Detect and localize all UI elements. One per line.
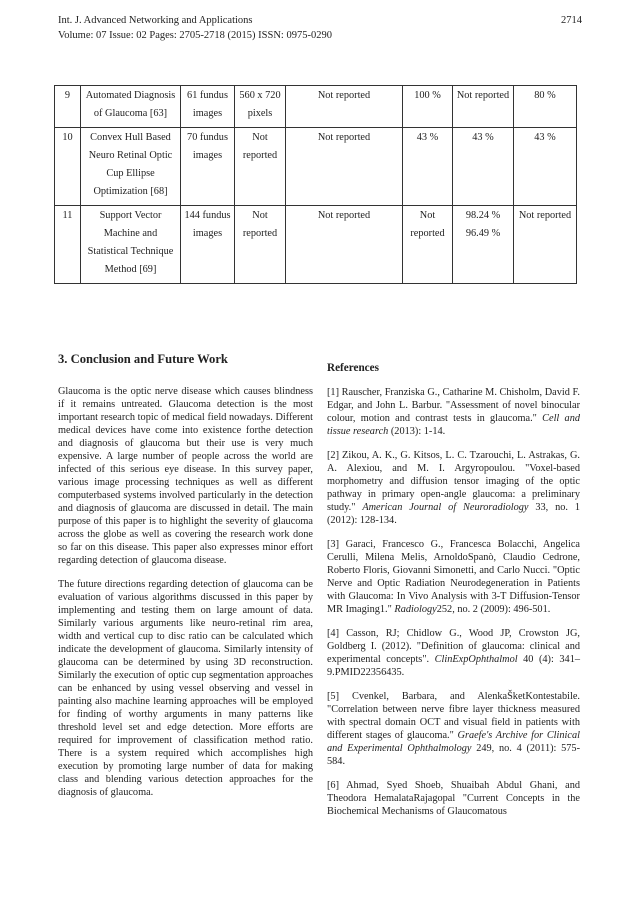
reference-tail: (2013): 1-14. (388, 426, 446, 437)
table-cell: Automated Diagnosis of Glaucoma [63] (81, 86, 181, 128)
reference-item (327, 627, 580, 679)
table-cell: 43 % (403, 128, 453, 206)
table-cell: 98.24 % 96.49 % (453, 206, 514, 284)
table-cell: Not reported (286, 128, 403, 206)
reference-tail: 252, no. 2 (2009): 496-501. (436, 604, 551, 615)
references-heading: References (327, 362, 379, 374)
page-header (58, 13, 582, 43)
reference-item (327, 538, 580, 616)
table-cell: Not reported (235, 128, 286, 206)
reference-tail: 249, no. 4 (2011): 575-584. (327, 743, 580, 767)
reference-text: [5] Cvenkel, Barbara, and AlenkaŠketKontestabile. "Correlation between nerve fibre layer thickness measured with spectral domain OCT and visual field in patients with different stages of glaucoma." (327, 691, 580, 741)
table-cell: 43 % (514, 128, 577, 206)
table-cell: 80 % (514, 86, 577, 128)
page-number: 2714 (561, 15, 582, 26)
table-cell: 10 (55, 128, 81, 206)
reference-journal: Cell and tissue research (327, 413, 580, 437)
reference-text: [4] Casson, RJ; Chidlow G., Wood JP, Crowston JG, Goldberg I. (2012). "Definition of glaucoma: clinical and experimental concepts". (327, 628, 580, 665)
table-cell: Not reported (235, 206, 286, 284)
reference-item (327, 779, 580, 818)
table-cell: Support Vector Machine and Statistical Technique Method [69] (81, 206, 181, 284)
table-cell: 9 (55, 86, 81, 128)
table-row (55, 86, 577, 128)
table-cell: 43 % (453, 128, 514, 206)
table-cell: 144 fundus images (181, 206, 235, 284)
reference-journal: Radiology (394, 604, 437, 615)
table-cell: Not reported (286, 86, 403, 128)
table-cell: Not reported (286, 206, 403, 284)
reference-text: [6] Ahmad, Syed Shoeb, Shuaibah Abdul Ghani, and Theodora HemalataRajagopal "Current Concepts in the Biochemical Mechanisms of Glaucomatous (327, 780, 580, 817)
reference-journal: American Journal of Neuroradiology (362, 502, 529, 513)
left-column (58, 353, 313, 810)
reference-item (327, 449, 580, 527)
reference-text: [2] Zikou, A. K., G. Kitsos, L. C. Tzarouchi, L. Astrakas, G. A. Alexiou, and M. I. Argyropoulou. "Voxel-based morphometry and diffusion tensor imaging of the optic pathway in primary open-angle glaucoma: a preliminary study." (327, 450, 580, 513)
section-heading: 3. Conclusion and Future Work (58, 352, 228, 366)
reference-tail: 33, no. 1 (2012): 128-134. (327, 502, 580, 526)
reference-journal: ClinExpOphthalmol (434, 654, 518, 665)
right-column (327, 362, 580, 829)
table-cell: Not reported (403, 206, 453, 284)
table-row (55, 128, 577, 206)
reference-item (327, 690, 580, 768)
table-cell: Convex Hull Based Neuro Retinal Optic Cup Ellipse Optimization [68] (81, 128, 181, 206)
reference-journal: Graefe's Archive for Clinical and Experimental Ophthalmology (327, 730, 580, 754)
reference-list (327, 386, 580, 818)
reference-text: [3] Garaci, Francesco G., Francesca Bolacchi, Angelica Cerulli, Milena Melis, ArnoldoSpanò, Claudio Cedrone, Roberto Floris, Giovanni Simonetti, and Carlo Nucci. "Optic Nerve and Optic Radiation Neurodegeneration in Patients with Glaucoma: In Vivo Analysis with 3-T Diffusion-Tensor MR Imaging1." (327, 539, 580, 615)
results-table (54, 85, 577, 284)
paragraph: The future directions regarding detection of glaucoma can be evaluation of various algorithms discussed in this paper by implementing and testing them on large amount of data. Similarly various arguments like neuro-retinal rim area, width and vertical cup to disc ratio can be calculated which indicate the development of glaucoma. Similarly intensity of glaucoma can be determined by using 3D reconstruction. Similarly the execution of optic cup segmentation approaches can be enhanced by using vessel observing and vessel in painting also machine learning approaches will be employed for finding of worthy arguments in many patterns like threshold level set and edge detection. More efforts are required for improvement of classification method ratio. There is a system required which accomplishes high execution by promoting large number of data for making class and blending various detection approaches for the diagnosis of glaucoma. (58, 579, 313, 798)
paragraph: Glaucoma is the optic nerve disease which causes blindness if it remains untreated. Glaucoma detection is the most important research topic of medical field nowadays. Different medical devices have come into existence forthe detection and diagnosis of glaucoma but their use is very much expensive. A large number of people across the world are infected of this serious eye disease. In this survey paper, various image processing techniques as well as different computerbased systems involved particularly in the detection and diagnosis of glaucoma are discussed in detail. The main purpose of this paper is to highlight the severity of glaucoma across the globe as well as covering the research work done so far on this disease. This paper also expresses minor effort regarding detection of glaucoma disease. (58, 386, 313, 566)
table-cell: 11 (55, 206, 81, 284)
table-row (55, 206, 577, 284)
table-cell: 560 x 720 pixels (235, 86, 286, 128)
table-cell: 61 fundus images (181, 86, 235, 128)
reference-item (327, 386, 580, 438)
reference-tail: 40 (4): 341–9.PMID22356435. (327, 654, 580, 678)
journal-volume: Volume: 07 Issue: 02 Pages: 2705-2718 (2015) ISSN: 0975-0290 (58, 30, 332, 41)
reference-text: [1] Rauscher, Franziska G., Catharine M. Chisholm, David F. Edgar, and John L. Barbur. "Assessment of novel binocular colour, motion and contrast tests in glaucoma." (327, 387, 580, 424)
table-cell: 100 % (403, 86, 453, 128)
table-cell: Not reported (453, 86, 514, 128)
table-cell: Not reported (514, 206, 577, 284)
table-cell: 70 fundus images (181, 128, 235, 206)
journal-title: Int. J. Advanced Networking and Applications (58, 15, 253, 26)
